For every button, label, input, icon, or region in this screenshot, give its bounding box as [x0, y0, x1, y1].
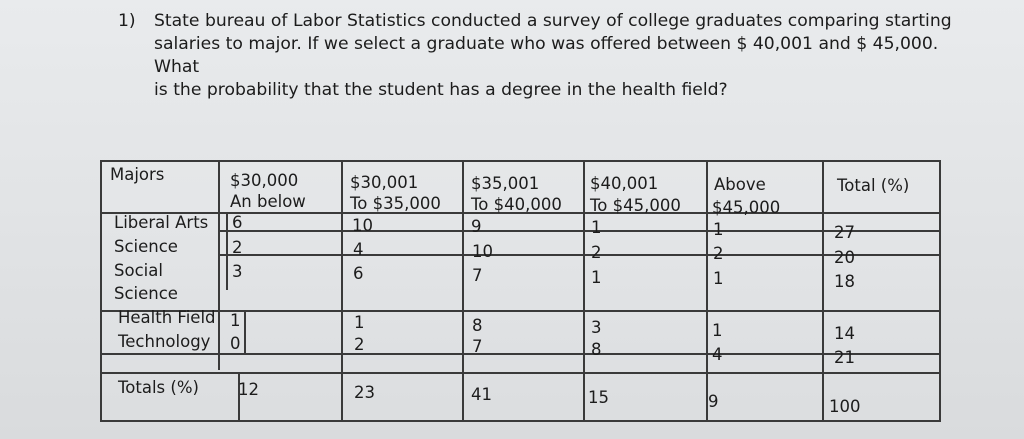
header-40001: $40,001 [590, 174, 659, 193]
cell-value: 8 [591, 340, 602, 359]
header-30001-sub: To $35,000 [350, 194, 441, 213]
cell-value: 41 [471, 385, 492, 404]
header-total: Total (%) [837, 176, 910, 195]
cell-value: 1 [591, 218, 602, 237]
question-number: 1) [118, 11, 136, 31]
cell-value: 4 [353, 240, 364, 259]
cell-value: 21 [834, 348, 855, 367]
header-30000: $30,000 [230, 171, 299, 190]
question-line: is the probability that the student has a degree in the health field? [154, 80, 728, 100]
cell-value: 10 [352, 216, 373, 235]
row-label-liberal-arts: Liberal Arts [114, 213, 209, 232]
cell-value: 18 [834, 272, 855, 291]
cell-value: 2 [713, 244, 724, 263]
cell-value: 1 [713, 269, 724, 288]
cell-value: 2 [591, 243, 602, 262]
cell-value: 3 [591, 318, 602, 337]
row-label-social-science-line2: Science [114, 284, 178, 303]
row-label-totals: Totals (%) [118, 378, 199, 397]
cell-value: 1 [713, 220, 724, 239]
cell-value: 3 [232, 262, 243, 281]
cell-value: 1 [354, 313, 365, 332]
cell-value: 20 [834, 248, 855, 267]
cell-value: 27 [834, 223, 855, 242]
row-label-science: Science [114, 237, 178, 256]
header-above: Above [714, 175, 766, 194]
cell-value: 6 [353, 264, 364, 283]
cell-value: 14 [834, 324, 855, 343]
cell-value: 1 [591, 268, 602, 287]
cell-value: 4 [712, 345, 723, 364]
header-30001: $30,001 [350, 173, 419, 192]
question-line: State bureau of Labor Statistics conducted a survey of college graduates comparing starting [154, 11, 952, 31]
cell-value: 1 [712, 321, 723, 340]
cell-value: 1 [230, 311, 241, 330]
cell-value: 100 [829, 397, 861, 416]
question-line: salaries to major. If we select a graduate who was offered between $ 40,001 and $ 45,000. What [154, 34, 939, 77]
question-body [154, 10, 978, 102]
cell-value: 0 [230, 334, 241, 353]
row-label-health-field: Health Field [118, 308, 216, 327]
cell-value: 23 [354, 383, 375, 402]
cell-value: 9 [471, 217, 482, 236]
question-text [118, 10, 978, 102]
cell-value: 9 [708, 392, 719, 411]
cell-value: 2 [354, 335, 365, 354]
header-35001-sub: To $40,000 [471, 195, 562, 214]
cell-value: 7 [472, 266, 483, 285]
cell-value: 7 [472, 337, 483, 356]
cell-value: 8 [472, 316, 483, 335]
cell-value: 2 [232, 238, 243, 257]
cell-value: 15 [588, 388, 609, 407]
row-label-technology: Technology [118, 332, 211, 351]
salary-major-table [100, 160, 941, 422]
header-30000-sub: An below [230, 192, 306, 211]
cell-value: 10 [472, 242, 493, 261]
cell-value: 12 [238, 380, 259, 399]
header-above-sub: $45,000 [712, 198, 781, 217]
header-40001-sub: To $45,000 [590, 196, 681, 215]
cell-value: 6 [232, 213, 243, 232]
header-35001: $35,001 [471, 174, 540, 193]
row-label-social-science: Social [114, 261, 163, 280]
header-majors: Majors [110, 165, 165, 184]
